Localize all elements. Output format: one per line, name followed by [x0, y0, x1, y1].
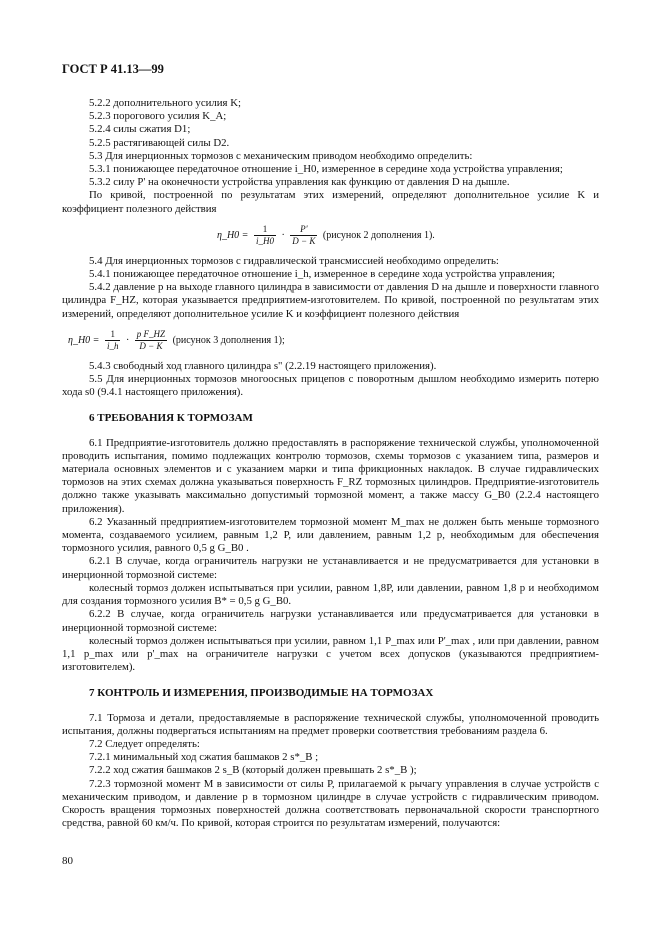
page-number: 80 — [62, 855, 73, 867]
paragraph-5-2-4: 5.2.4 силы сжатия D1; — [89, 123, 191, 136]
paragraph-5-4: 5.4 Для инерционных тормозов с гидравлической трансмиссией необходимо определить: — [89, 254, 499, 267]
paragraph-5-3-2: 5.3.2 силу P' на оконечности устройства управления как функцию от давления D на дышле. — [89, 176, 510, 189]
paragraph-5-5: 5.5 Для инерционных тормозов многоосных прицепов с поворотным дышлом необходимо измерить потерю хода s0 (9.4.1 настоящего приложения). — [62, 373, 599, 399]
paragraph-5-4-2: 5.4.2 давление p на выходе главного цилиндра в зависимости от давления D на дышле и поверхности главного цилиндра F_HZ, которая указывается предприятием-изготовителем. По кривой, построенной по результатам этих измерений, определяют дополнительное усилие K и коэффициент полезного действия — [62, 281, 599, 320]
paragraph-6-2-2: 6.2.2 В случае, когда ограничитель нагрузки устанавливается или предусматривается для установки в инерционной тормозной системе: — [62, 608, 599, 634]
figure-reference: (рисунок 2 дополнения 1). — [322, 229, 435, 241]
fraction-numerator: 1 — [105, 329, 121, 341]
section-heading-7: 7 КОНТРОЛЬ И ИЗМЕРЕНИЯ, ПРОИЗВОДИМЫЕ НА ТОРМОЗАХ — [89, 687, 434, 700]
fraction-numerator: P' — [290, 224, 317, 236]
paragraph-6-2: 6.2 Указанный предприятием-изготовителем тормозной момент M_max не должен быть меньше тормозного момента, создаваемого усилием, равным 1,2 P, или давлением, равным 1,2 p, необходимым для обеспечения тормозного усилия, равного 0,5 g G_B0 . — [62, 515, 599, 555]
paragraph-5-4-1: 5.4.1 понижающее передаточное отношение i_h, измеренное в середине хода устройства управления; — [89, 268, 556, 281]
formula-efficiency-mechanical: η_H0 = $\frac{1}{i\_H0}$ · $\frac{P'}{D - K}$ (рисунок 2 дополнения 1). — [217, 223, 435, 246]
fraction-denominator: i_H0 — [255, 235, 274, 246]
fraction — [105, 329, 121, 352]
fraction-denominator: D − K — [292, 235, 316, 246]
fraction-denominator: D − K — [139, 340, 163, 351]
paragraph-7-2-1: 7.2.1 минимальный ход сжатия башмаков 2 s*_B ; — [89, 751, 319, 764]
paragraph-6-2-1: 6.2.1 В случае, когда ограничитель нагрузки не устанавливается и не предусматривается для установки в инерционной тормозной системе: — [62, 555, 599, 581]
paragraph-7-1: 7.1 Тормоза и детали, предоставляемые в распоряжение технической службы, уполномоченной проводить испытания, должны подвергаться испытаниям на предмет проверки соответствия требованиям раздела 6. — [62, 711, 599, 737]
paragraph-6-2-2-wheel: колесный тормоз должен испытываться при усилии, равном 1,1 P_max или P'_max , или при давлении, равном 1,1 p_max или p'_max на ограничителе нагрузки с учетом всех допусков (указываются предприятием-изготовителем). — [62, 634, 599, 674]
paragraph-5-3: 5.3 Для инерционных тормозов с механическим приводом необходимо определить: — [89, 149, 473, 162]
page-header: ГОСТ Р 41.13—99 — [62, 62, 164, 76]
fraction — [135, 329, 167, 352]
paragraph-5-3-2-curve: По кривой, построенной по результатам этих измерений, определяют дополнительное усилие K и коэффициент полезного действия — [62, 189, 599, 215]
fraction-numerator: 1 — [254, 224, 276, 236]
paragraph-7-2-3: 7.2.3 тормозной момент M в зависимости от силы P, прилагаемой к рычагу управления в случае устройств с механическим приводом, и давление p в тормозном цилиндре в случае устройств с гидравлическим приводом. Скорость вращения тормозных поверхностей должна соответствовать первоначальной скорости транспортного средства, равной 60 км/ч. По кривой, которая строится по результатам измерений, получаются: — [62, 777, 599, 830]
paragraph-5-3-1: 5.3.1 понижающее передаточное отношение i_H0, измеренное в середине хода устройства управления; — [89, 163, 563, 176]
fraction — [254, 224, 276, 247]
paragraph-6-2-1-wheel: колесный тормоз должен испытываться при усилии, равном 1,8P, или давлении, равном 1,8 p и необходимом для создания тормозного усилия B* = 0,5 g G_B0. — [62, 581, 599, 608]
document-body — [62, 97, 599, 830]
paragraph-5-2-5: 5.2.5 растягивающей силы D2. — [89, 136, 230, 149]
paragraph-7-2: 7.2 Следует определять: — [89, 737, 200, 750]
section-heading-6: 6 ТРЕБОВАНИЯ К ТОРМОЗАМ — [89, 412, 253, 425]
paragraph-5-2-3: 5.2.3 порогового усилия K_A; — [89, 110, 227, 123]
paragraph-6-1: 6.1 Предприятие-изготовитель должно предоставлять в распоряжение технической службы, уполномоченной проводить испытания, помимо подлежащих контролю тормозов, схемы тормозов с указанием типа, размеров и материала основных элементов и с указанием марки и типа фрикционных накладок. В случае гидравлических тормозов на этих схемах должна указываться поверхность F_RZ тормозных цилиндров. Предприятие-изготовитель должно также указывать максимально допустимый тормозной момент, а также массу G_B0 (2.2.4 настоящего приложения). — [62, 436, 599, 515]
fraction-denominator: i_h — [106, 340, 119, 351]
formula-efficiency-hydraulic: η_H0 = $\frac{1}{i\_h}$ · $\frac{\text{p F\_HZ}}{D - K}$ (рисунок 3 дополнения 1); — [68, 328, 285, 351]
fraction — [290, 224, 317, 247]
paragraph-5-4-3: 5.4.3 свободный ход главного цилиндра s" (2.2.19 настоящего приложения). — [89, 359, 437, 372]
formula-lhs: η_H0 = — [68, 334, 100, 346]
formula-lhs: η_H0 = — [217, 229, 249, 241]
paragraph-7-2-2: 7.2.2 ход сжатия башмаков 2 s_B (который должен превышать 2 s*_B ); — [89, 764, 417, 777]
figure-reference: (рисунок 3 дополнения 1); — [172, 334, 285, 346]
paragraph-5-2-2: 5.2.2 дополнительного усилия K; — [89, 97, 242, 109]
fraction-numerator: p F_HZ — [136, 328, 166, 339]
